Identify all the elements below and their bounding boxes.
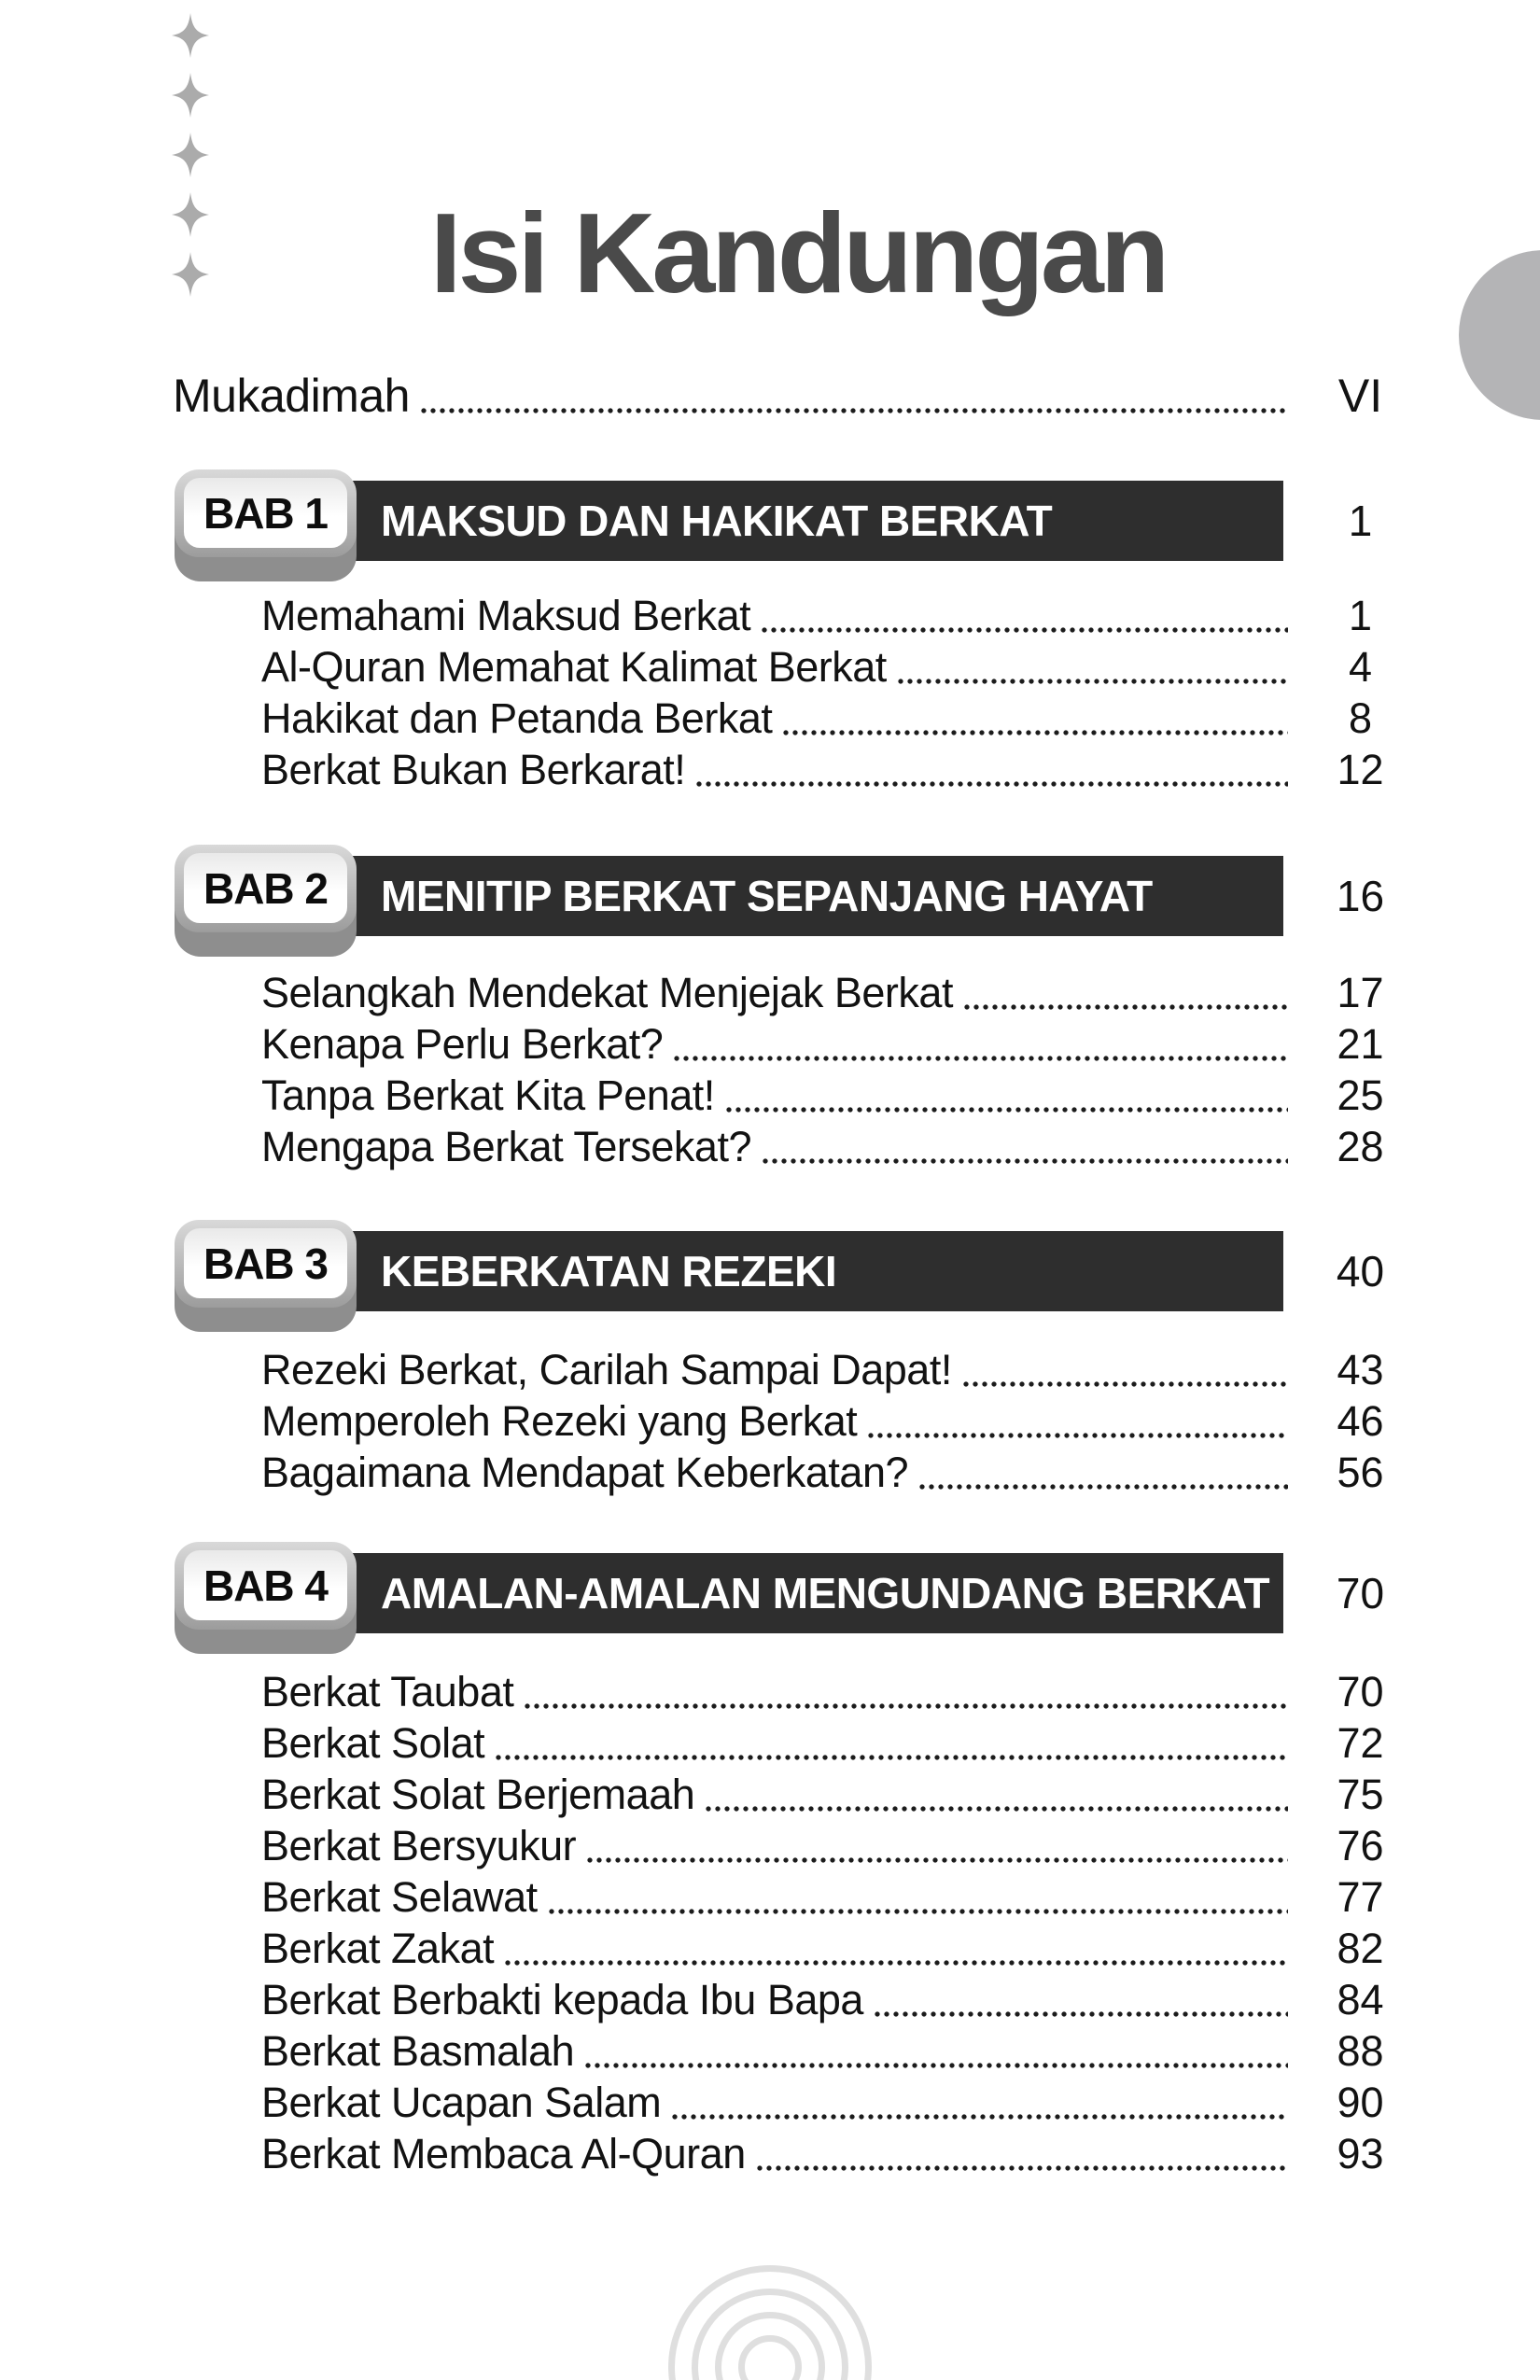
toc-item-label: Rezeki Berkat, Carilah Sampai Dapat! <box>261 1346 952 1393</box>
toc-row <box>261 1666 1423 1717</box>
dot-leader <box>672 2114 1288 2120</box>
chapter-bar <box>215 481 1283 561</box>
chapter-bar-title: KEBERKATAN REZEKI <box>381 1247 837 1295</box>
toc-item-page: 1 <box>1348 592 1373 639</box>
toc-item-label: Berkat Basmalah <box>261 2027 575 2075</box>
badge-face <box>184 1550 347 1620</box>
chapter-badge <box>175 845 357 957</box>
toc-item-page: 70 <box>1337 1668 1384 1715</box>
toc-item-label: Kenapa Perlu Berkat? <box>261 1020 664 1068</box>
chapter-items-bab-4 <box>261 1666 1423 2179</box>
toc-item-label: Berkat Taubat <box>261 1668 514 1715</box>
sparkle-icon <box>172 133 209 177</box>
dot-leader <box>587 1857 1288 1863</box>
badge-face <box>184 853 347 923</box>
toc-item-page: 75 <box>1337 1771 1384 1818</box>
intro-label: Mukadimah <box>173 370 410 422</box>
chapter-bar <box>215 1231 1283 1311</box>
toc-item-page: 93 <box>1337 2130 1384 2177</box>
chapter-bar <box>215 856 1283 936</box>
chapter-page-number: 1 <box>1348 497 1373 545</box>
dot-leader <box>421 408 1288 413</box>
chapter-header-bab-3 <box>175 1220 1423 1336</box>
toc-item-page: 25 <box>1337 1071 1384 1119</box>
badge-face <box>184 478 347 548</box>
toc-item-page: 21 <box>1337 1020 1384 1068</box>
badge-label: BAB 4 <box>203 1561 329 1610</box>
dot-leader <box>525 1703 1288 1709</box>
dot-leader <box>964 1004 1288 1010</box>
toc-item-page: 28 <box>1337 1123 1384 1170</box>
toc-item-page: 72 <box>1337 1719 1384 1767</box>
dot-leader <box>496 1755 1288 1760</box>
badge-label: BAB 3 <box>203 1239 329 1288</box>
dot-leader <box>963 1381 1288 1387</box>
toc-row <box>261 1344 1423 1395</box>
toc-item-page: 12 <box>1337 746 1384 793</box>
toc-item-page: 4 <box>1348 643 1373 691</box>
toc-item-label: Berkat Bersyukur <box>261 1822 577 1869</box>
sparkle-icon <box>172 13 209 58</box>
dot-leader <box>726 1107 1288 1113</box>
toc-item-label: Al-Quran Memahat Kalimat Berkat <box>261 643 887 691</box>
chapter-page-number: 40 <box>1336 1247 1385 1295</box>
dot-leader <box>585 2063 1288 2068</box>
toc-row <box>261 2077 1423 2128</box>
toc-item-label: Berkat Solat <box>261 1719 485 1767</box>
dot-leader <box>763 1158 1288 1164</box>
toc-item-page: 90 <box>1337 2079 1384 2126</box>
chapter-badge <box>175 469 357 581</box>
corner-circle-decoration <box>1459 250 1540 420</box>
toc-row <box>261 1871 1423 1923</box>
dot-leader <box>919 1484 1288 1490</box>
toc-item-label: Memperoleh Rezeki yang Berkat <box>261 1397 858 1445</box>
toc-item-label: Berkat Selawat <box>261 1873 538 1921</box>
sparkle-icon <box>172 73 209 118</box>
dot-leader <box>696 781 1288 787</box>
toc-item-label: Berkat Ucapan Salam <box>261 2079 662 2126</box>
chapter-items-bab-2 <box>261 967 1423 1172</box>
badge-label: BAB 1 <box>203 488 329 538</box>
toc-item-page: 17 <box>1337 969 1384 1016</box>
dot-leader <box>783 730 1288 735</box>
toc-item-page: 88 <box>1337 2027 1384 2075</box>
toc-item-page: 84 <box>1337 1976 1384 2023</box>
toc-row <box>261 1070 1423 1121</box>
toc-item-label: Tanpa Berkat Kita Penat! <box>261 1071 715 1119</box>
chapter-bar-title: MENITIP BERKAT SEPANJANG HAYAT <box>381 872 1153 920</box>
toc-row <box>261 1121 1423 1172</box>
toc-item-page: 77 <box>1337 1873 1384 1921</box>
dot-leader <box>757 2165 1288 2171</box>
toc-row <box>261 693 1423 744</box>
intro-page-number: VI <box>1337 370 1383 422</box>
chapter-header-bab-2 <box>175 845 1423 960</box>
toc-row <box>261 1769 1423 1820</box>
toc-item-page: 56 <box>1337 1449 1384 1496</box>
badge-label: BAB 2 <box>203 863 329 913</box>
dot-leader <box>868 1433 1288 1438</box>
toc-item-page: 8 <box>1348 694 1373 742</box>
toc-item-label: Berkat Zakat <box>261 1925 495 1972</box>
toc-row <box>261 1923 1423 1974</box>
chapter-bar <box>215 1553 1283 1633</box>
chapter-items-bab-1 <box>261 590 1423 795</box>
dot-leader <box>674 1056 1288 1061</box>
toc-row <box>261 1717 1423 1769</box>
toc-item-label: Bagaimana Mendapat Keberkatan? <box>261 1449 909 1496</box>
toc-item-label: Berkat Berbakti kepada Ibu Bapa <box>261 1976 863 2023</box>
toc-row <box>261 1395 1423 1447</box>
toc-item-page: 76 <box>1337 1822 1384 1869</box>
chapter-badge <box>175 1542 357 1654</box>
badge-face <box>184 1228 347 1298</box>
chapter-header-bab-1 <box>175 469 1423 585</box>
toc-row <box>261 590 1423 641</box>
dot-leader <box>875 2011 1288 2017</box>
toc-item-label: Mengapa Berkat Tersekat? <box>261 1123 751 1170</box>
toc-row <box>261 641 1423 693</box>
toc-row <box>261 1820 1423 1871</box>
toc-item-page: 43 <box>1337 1346 1384 1393</box>
dot-leader <box>505 1960 1288 1966</box>
toc-item-page: 46 <box>1337 1397 1384 1445</box>
toc-item-label: Berkat Membaca Al-Quran <box>261 2130 746 2177</box>
chapter-bar-title: MAKSUD DAN HAKIKAT BERKAT <box>381 497 1053 545</box>
toc-row <box>261 967 1423 1018</box>
chapter-badge <box>175 1220 357 1332</box>
toc-row <box>261 744 1423 795</box>
toc-row <box>261 1447 1423 1498</box>
chapter-bar-title: AMALAN-AMALAN MENGUNDANG BERKAT <box>381 1569 1270 1617</box>
toc-row <box>261 2128 1423 2179</box>
chapter-page-number: 16 <box>1336 872 1385 920</box>
toc-item-label: Selangkah Mendekat Menjejak Berkat <box>261 969 953 1016</box>
toc-item-page: 82 <box>1337 1925 1384 1972</box>
chapter-items-bab-3 <box>261 1344 1423 1498</box>
toc-item-label: Memahami Maksud Berkat <box>261 592 751 639</box>
chapter-header-bab-4 <box>175 1542 1423 1658</box>
toc-item-label: Berkat Bukan Berkarat! <box>261 746 686 793</box>
intro-row <box>173 367 1423 425</box>
toc-item-label: Hakikat dan Petanda Berkat <box>261 694 773 742</box>
page-title: Isi Kandungan <box>429 189 1167 316</box>
dot-leader <box>898 679 1288 684</box>
dot-leader <box>706 1806 1288 1812</box>
dot-leader <box>762 627 1288 633</box>
dot-leader <box>549 1909 1288 1914</box>
toc-row <box>261 1974 1423 2025</box>
toc-item-label: Berkat Solat Berjemaah <box>261 1771 695 1818</box>
chapter-page-number: 70 <box>1336 1569 1385 1617</box>
toc-row <box>261 1018 1423 1070</box>
toc-row <box>261 2025 1423 2077</box>
